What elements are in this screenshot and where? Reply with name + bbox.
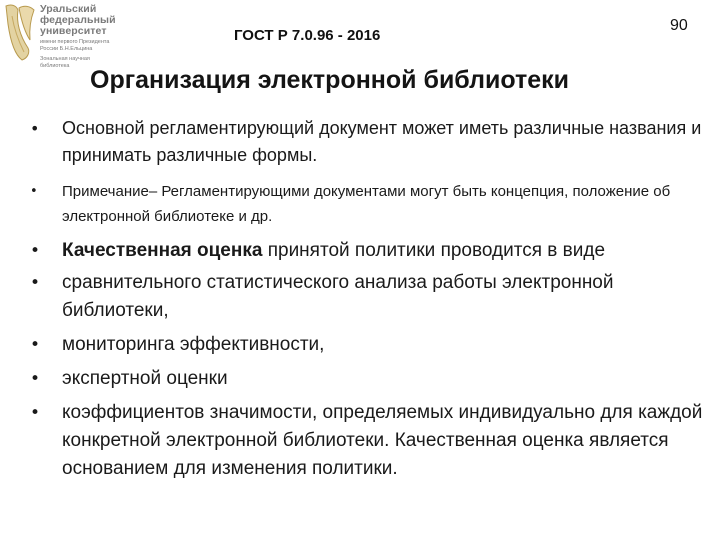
- logo-line-4: имени первого Президента: [40, 39, 110, 46]
- bullet-text: Основной регламентирующий документ может иметь различные названия и принимать различные формы.: [62, 118, 702, 165]
- bullet-dot-icon: •: [30, 335, 41, 355]
- bullet-item: [30, 399, 705, 483]
- bullet-item: [30, 269, 705, 325]
- page-number: 90: [670, 17, 688, 34]
- bullet-text: коэффициентов значимости, определяемых индивидуально для каждой конкретной электронной библиотеки. Качественная оценка является основанием для изменения политики.: [62, 402, 703, 479]
- bullet-dot-icon: •: [30, 119, 40, 138]
- logo-line-1: Уральский: [40, 3, 97, 15]
- bullet-dot-icon: •: [30, 369, 41, 389]
- bullet-item: [30, 331, 705, 359]
- slide-title: Организация электронной библиотеки: [90, 66, 570, 94]
- logo-line-2: федеральный: [40, 14, 116, 27]
- logo-line-6: Зональная научная: [40, 55, 90, 62]
- university-logo: [4, 2, 116, 69]
- header-title: ГОСТ Р 7.0.96 - 2016: [234, 27, 381, 44]
- logo-line-5: России Б.Н.Ельцина: [40, 45, 93, 52]
- bullet-bold-text: Качественная оценка: [62, 240, 263, 261]
- logo-text: [40, 4, 116, 70]
- bullet-text: принятой политики проводится в виде: [262, 240, 606, 261]
- bullet-text: Примечание– Регламентирующими документами могут быть концепция, положение об электронной библиотеке и др.: [62, 183, 671, 225]
- bullet-item: [30, 237, 705, 265]
- bullet-dot-icon: •: [30, 241, 41, 261]
- bullet-item: [30, 115, 705, 169]
- bullet-text: мониторинга эффективности,: [62, 334, 325, 355]
- bullet-item: [30, 365, 705, 393]
- bullet-item-note: [30, 179, 705, 229]
- urfu-u-emblem-icon: [4, 2, 36, 62]
- bullet-dot-icon: •: [30, 403, 41, 423]
- bullet-dot-icon: •: [30, 273, 41, 293]
- bullet-dot-icon: •: [30, 184, 38, 199]
- bullet-text: сравнительного статистического анализа работы электронной библиотеки,: [62, 272, 614, 321]
- bullet-text: экспертной оценки: [62, 368, 228, 389]
- bullet-list: [30, 115, 705, 489]
- logo-line-3: университет: [40, 25, 107, 38]
- logo-line-7: библиотека: [40, 62, 70, 69]
